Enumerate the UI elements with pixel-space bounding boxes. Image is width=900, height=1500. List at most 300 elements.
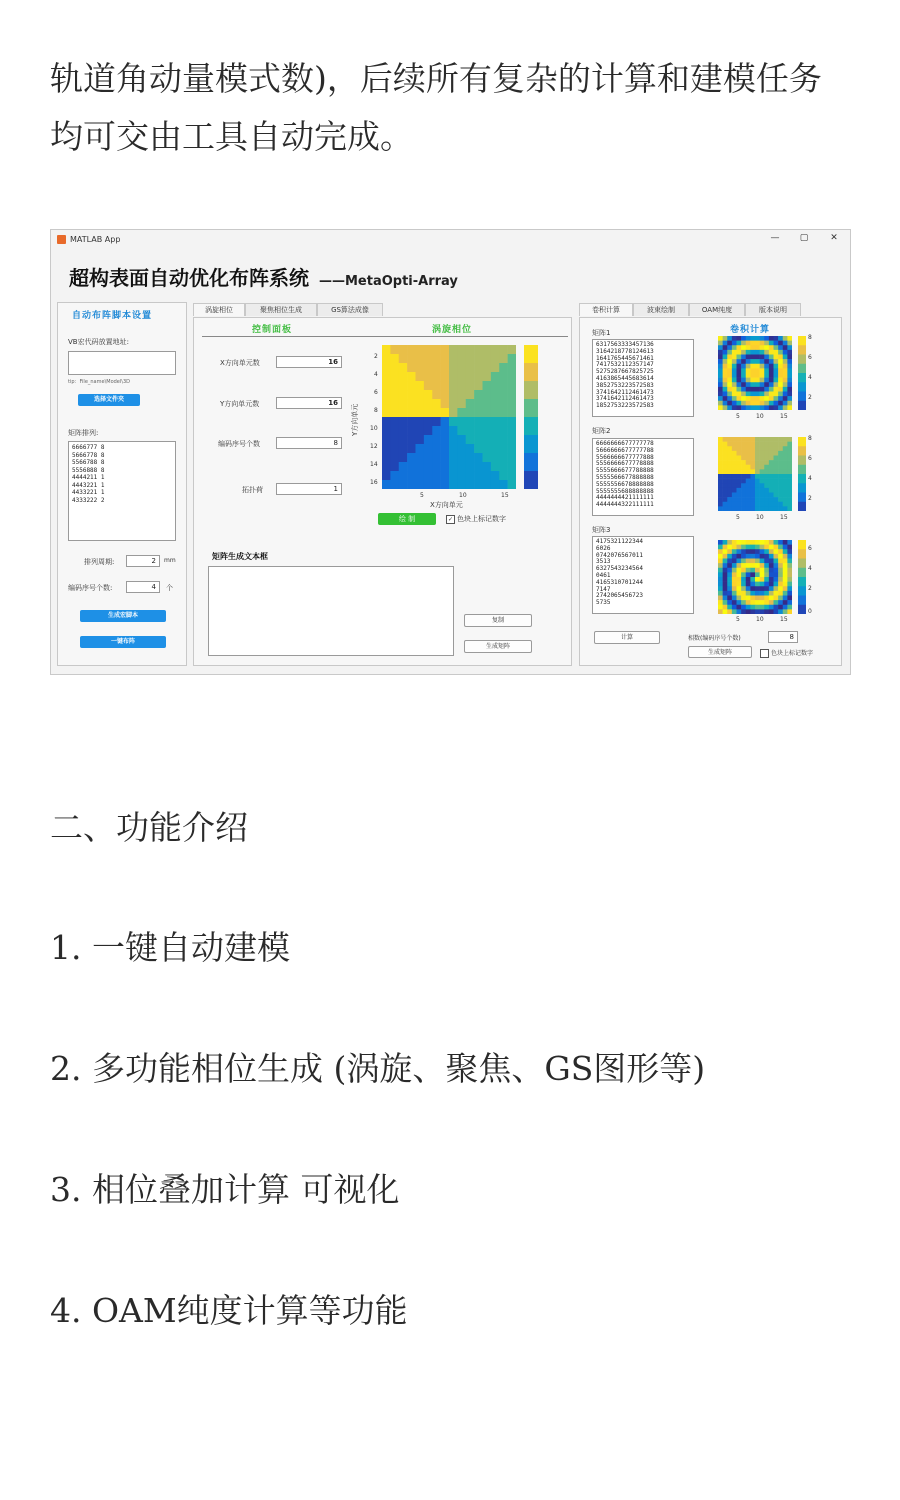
heatmap-cell	[774, 563, 779, 568]
heatmap-cell	[774, 405, 779, 410]
heatmap-cell	[755, 474, 760, 479]
tick: 5	[736, 413, 740, 420]
heatmap-cell	[732, 392, 737, 397]
heatmap-cell	[787, 456, 792, 461]
heatmap-cell	[732, 368, 737, 373]
heatmap-cell	[432, 354, 441, 363]
heatmap-cell	[746, 502, 751, 507]
heatmap-cell	[407, 480, 416, 489]
heatmap-cell	[787, 502, 792, 507]
heatmap-cell	[441, 381, 450, 390]
heatmap-cell	[778, 497, 783, 502]
x-cells-input[interactable]: 16	[276, 356, 342, 368]
heatmap-cell	[424, 462, 433, 471]
heatmap-cell	[723, 368, 728, 373]
heatmap-cell	[457, 462, 466, 471]
heatmap-cell	[474, 345, 483, 354]
heatmap-cell	[416, 453, 425, 462]
heatmap-cell	[474, 363, 483, 372]
heatmap-cell	[769, 401, 774, 406]
colorbar-segment	[798, 345, 806, 355]
heatmap-cell	[778, 469, 783, 474]
heatmap-cell	[778, 493, 783, 498]
tab-gs-imaging[interactable]: GS算法成像	[317, 303, 383, 316]
heatmap-cell	[732, 605, 737, 610]
heatmap-cell	[764, 456, 769, 461]
heatmap-cell	[746, 591, 751, 596]
heatmap-cell	[508, 354, 516, 363]
heatmap-cell	[783, 396, 788, 401]
heatmap-cell	[755, 568, 760, 573]
heatmap-cell	[741, 488, 746, 493]
heatmap-cell	[466, 435, 475, 444]
heatmap-cell	[416, 381, 425, 390]
maximize-icon[interactable]: ▢	[799, 233, 809, 243]
heatmap-cell	[787, 506, 792, 511]
draw-button[interactable]: 绘 制	[378, 513, 436, 525]
heatmap-cell	[760, 364, 765, 369]
generate-macro-button[interactable]: 生成宏脚本	[80, 610, 166, 622]
heatmap-cell	[449, 381, 458, 390]
heatmap-cell	[769, 442, 774, 447]
heatmap-cell	[407, 462, 416, 471]
choose-folder-button[interactable]: 选择文件夹	[78, 394, 140, 406]
heatmap-cell	[746, 392, 751, 397]
heatmap-cell	[449, 444, 458, 453]
heatmap-cell	[755, 355, 760, 360]
tab-oam-purity[interactable]: OAM纯度	[689, 303, 745, 316]
matrix1-textarea[interactable]: 6317563333457136 3164218778124613 1641765445671461 7417532112357147 5275287667825725 4163865445683614 3852753223572583 3741642112461473 3741642112461473 1852753223572583	[592, 339, 694, 417]
heatmap-cell	[787, 401, 792, 406]
heatmap-cell	[746, 493, 751, 498]
heatmap-cell	[746, 474, 751, 479]
heatmap-cell	[737, 359, 742, 364]
heatmap-cell	[741, 446, 746, 451]
heatmap-cell	[741, 600, 746, 605]
heatmap-cell	[407, 345, 416, 354]
calculate-button[interactable]: 计算	[594, 631, 660, 644]
heatmap-cell	[737, 405, 742, 410]
heatmap-cell	[746, 559, 751, 564]
matrix3-textarea[interactable]: 4175321122344 6026 0742076567011 3513 6327543234564 0461 4165310701244 7147 2742065456723 5735	[592, 536, 694, 614]
heatmap-cell	[778, 540, 783, 545]
heatmap-cell	[778, 392, 783, 397]
heatmap-cell	[774, 460, 779, 465]
tab-focus-phase[interactable]: 聚焦相位生成	[245, 303, 317, 316]
heatmap-cell	[764, 396, 769, 401]
heatmap-cell	[732, 506, 737, 511]
heatmap-cell	[399, 345, 408, 354]
heatmap-cell	[755, 554, 760, 559]
y-cells-label: Y方向单元数	[220, 400, 260, 408]
heatmap-cell	[737, 437, 742, 442]
heatmap-cell	[741, 437, 746, 442]
heatmap-cell	[737, 502, 742, 507]
heatmap-cell	[741, 577, 746, 582]
matrix1-heatmap	[718, 336, 792, 410]
heatmap-cell	[778, 437, 783, 442]
heatmap-cell	[474, 390, 483, 399]
heatmap-cell	[474, 453, 483, 462]
heatmap-cell	[755, 456, 760, 461]
heatmap-cell	[449, 390, 458, 399]
app-subtitle: ——MetaOpti-Array	[319, 274, 458, 289]
heatmap-cell	[407, 435, 416, 444]
title-divider	[202, 336, 568, 337]
heatmap-cell	[783, 456, 788, 461]
colorbar-segment	[798, 373, 806, 383]
heatmap-cell	[755, 493, 760, 498]
heatmap-cell	[424, 390, 433, 399]
heatmap-cell	[424, 435, 433, 444]
heatmap-cell	[783, 359, 788, 364]
heatmap-cell	[499, 417, 508, 426]
heatmap-cell	[764, 586, 769, 591]
heatmap-cell	[774, 545, 779, 550]
heatmap-cell	[466, 390, 475, 399]
y-tick: 12	[370, 443, 378, 450]
heatmap-cell	[483, 363, 492, 372]
vb-path-input[interactable]	[68, 351, 176, 375]
heatmap-cell	[399, 480, 408, 489]
heatmap-cell	[718, 359, 723, 364]
heatmap-cell	[441, 417, 450, 426]
heatmap-cell	[382, 435, 391, 444]
heatmap-cell	[727, 364, 732, 369]
heatmap-cell	[723, 554, 728, 559]
heatmap-cell	[764, 359, 769, 364]
heatmap-cell	[723, 392, 728, 397]
code-count-input[interactable]: 4	[126, 581, 160, 593]
heatmap-cell	[783, 368, 788, 373]
heatmap-cell	[732, 554, 737, 559]
heatmap-cell	[718, 474, 723, 479]
heatmap-cell	[449, 345, 458, 354]
y-cells-input[interactable]: 16	[276, 397, 342, 409]
heatmap-cell	[424, 453, 433, 462]
matrix-output-textarea[interactable]	[208, 566, 454, 656]
heatmap-cell	[727, 446, 732, 451]
heatmap-cell	[723, 549, 728, 554]
heatmap-cell	[755, 460, 760, 465]
heatmap-cell	[750, 474, 755, 479]
heatmap-cell	[441, 471, 450, 480]
heatmap-cell	[774, 382, 779, 387]
heatmap-cell	[787, 373, 792, 378]
heatmap-cell	[718, 382, 723, 387]
heatmap-cell	[787, 469, 792, 474]
heatmap-cell	[750, 345, 755, 350]
heatmap-cell	[778, 572, 783, 577]
heatmap-cell	[390, 354, 399, 363]
heatmap-cell	[727, 540, 732, 545]
heatmap-cell	[783, 341, 788, 346]
colorbar-segment	[798, 596, 806, 606]
heatmap-cell	[764, 465, 769, 470]
heatmap-cell	[764, 350, 769, 355]
heatmap-cell	[783, 442, 788, 447]
heatmap-cell	[783, 437, 788, 442]
heatmap-cell	[769, 493, 774, 498]
heatmap-cell	[741, 493, 746, 498]
feature-item: 3. 相位叠加计算 可视化	[50, 1170, 400, 1209]
heatmap-cell	[755, 600, 760, 605]
heatmap-cell	[399, 444, 408, 453]
heatmap-cell	[760, 483, 765, 488]
heatmap-cell	[741, 474, 746, 479]
period-input[interactable]: 2	[126, 555, 160, 567]
y-tick: 2	[374, 353, 378, 360]
code-num-input[interactable]: 8	[276, 437, 342, 449]
heatmap-cell	[746, 446, 751, 451]
minimize-icon[interactable]: —	[770, 233, 780, 243]
heatmap-cell	[778, 465, 783, 470]
heatmap-cell	[416, 354, 425, 363]
heatmap-cell	[755, 446, 760, 451]
heatmap-cell	[750, 600, 755, 605]
heatmap-cell	[760, 493, 765, 498]
heatmap-cell	[755, 479, 760, 484]
heatmap-cell	[746, 460, 751, 465]
heatmap-cell	[741, 549, 746, 554]
heatmap-cell	[778, 609, 783, 614]
heatmap-cell	[732, 373, 737, 378]
heatmap-cell	[760, 382, 765, 387]
heatmap-cell	[399, 390, 408, 399]
heatmap-cell	[750, 554, 755, 559]
phase-count-input[interactable]: 8	[768, 631, 798, 643]
heatmap-cell	[483, 471, 492, 480]
heatmap-cell	[474, 426, 483, 435]
heatmap-cell	[727, 568, 732, 573]
heatmap-cell	[737, 368, 742, 373]
heatmap-cell	[732, 540, 737, 545]
matrix2-textarea[interactable]: 6666666677777778 5666666677777788 5566666677777888 5556666677778888 5555666677788888 5555566677888888 5555556678888888 5555555688888888 4444444421111111 4444444322111111	[592, 438, 694, 516]
generate-matrix-right-button[interactable]: 生成矩阵	[688, 646, 752, 658]
heatmap-cell	[750, 460, 755, 465]
heatmap-cell	[764, 451, 769, 456]
heatmap-cell	[778, 382, 783, 387]
heatmap-cell	[732, 479, 737, 484]
heatmap-cell	[783, 591, 788, 596]
heatmap-cell	[764, 382, 769, 387]
heatmap-cell	[727, 373, 732, 378]
heatmap-cell	[760, 359, 765, 364]
copy-button[interactable]: 复制	[464, 614, 532, 627]
matrix-arrange-label: 矩阵排列:	[68, 429, 99, 437]
heatmap-cell	[382, 426, 391, 435]
heatmap-cell	[441, 462, 450, 471]
heatmap-cell	[760, 396, 765, 401]
heatmap-cell	[457, 417, 466, 426]
heatmap-cell	[491, 417, 500, 426]
tab-beam-plot[interactable]: 波束绘制	[633, 303, 689, 316]
heatmap-cell	[508, 462, 516, 471]
colorbar-segment	[798, 474, 806, 484]
heatmap-cell	[732, 596, 737, 601]
heatmap-cell	[769, 488, 774, 493]
heatmap-cell	[382, 372, 391, 381]
heatmap-cell	[774, 600, 779, 605]
matrix-arrange-textarea[interactable]: 6666777 8 5666778 8 5566788 8 5556888 8 4444211 1 4443221 1 4433221 1 4333222 2	[68, 441, 176, 541]
heatmap-cell	[741, 506, 746, 511]
heatmap-cell	[727, 442, 732, 447]
colorbar-segment	[524, 453, 538, 471]
heatmap-cell	[783, 577, 788, 582]
app-title: 超构表面自动优化布阵系统	[69, 266, 309, 290]
matrix1-colorbar	[798, 336, 806, 410]
heatmap-cell	[432, 399, 441, 408]
heatmap-cell	[755, 609, 760, 614]
colorbar-segment	[798, 559, 806, 569]
heatmap-cell	[718, 392, 723, 397]
heatmap-cell	[727, 591, 732, 596]
heatmap-cell	[760, 437, 765, 442]
heatmap-cell	[732, 460, 737, 465]
heatmap-cell	[764, 446, 769, 451]
heatmap-cell	[783, 355, 788, 360]
heatmap-cell	[737, 336, 742, 341]
heatmap-cell	[732, 382, 737, 387]
colorbar-segment	[798, 549, 806, 559]
tab-version-notes[interactable]: 版本说明	[745, 303, 801, 316]
heatmap-cell	[474, 354, 483, 363]
heatmap-cell	[769, 396, 774, 401]
heatmap-cell	[424, 480, 433, 489]
heatmap-cell	[787, 493, 792, 498]
heatmap-cell	[432, 444, 441, 453]
heatmap-cell	[750, 586, 755, 591]
heatmap-cell	[399, 462, 408, 471]
heatmap-cell	[760, 582, 765, 587]
heatmap-cell	[764, 378, 769, 383]
heatmap-cell	[760, 540, 765, 545]
heatmap-cell	[723, 600, 728, 605]
heatmap-cell	[399, 354, 408, 363]
heatmap-cell	[741, 554, 746, 559]
heatmap-cell	[783, 446, 788, 451]
heatmap-cell	[764, 341, 769, 346]
heatmap-cell	[750, 437, 755, 442]
heatmap-cell	[750, 350, 755, 355]
heatmap-cell	[499, 390, 508, 399]
tab-convolution[interactable]: 卷积计算	[579, 303, 633, 316]
heatmap-cell	[499, 435, 508, 444]
section-heading: 二、功能介绍	[50, 808, 248, 847]
heatmap-cell	[783, 483, 788, 488]
heatmap-cell	[769, 479, 774, 484]
heatmap-cell	[750, 442, 755, 447]
heatmap-cell	[774, 572, 779, 577]
heatmap-cell	[382, 381, 391, 390]
generate-matrix-button[interactable]: 生成矩阵	[464, 640, 532, 653]
heatmap-cell	[755, 540, 760, 545]
heatmap-cell	[727, 392, 732, 397]
one-click-layout-button[interactable]: 一键布阵	[80, 636, 166, 648]
heatmap-cell	[499, 399, 508, 408]
heatmap-cell	[741, 405, 746, 410]
heatmap-cell	[466, 480, 475, 489]
topological-charge-input[interactable]: 1	[276, 483, 342, 495]
heatmap-cell	[382, 417, 391, 426]
heatmap-cell	[466, 417, 475, 426]
heatmap-cell	[390, 426, 399, 435]
heatmap-cell	[466, 399, 475, 408]
vb-path-tip: tip：File_name\Model\3D	[68, 379, 130, 385]
heatmap-cell	[741, 582, 746, 587]
heatmap-cell	[424, 381, 433, 390]
heatmap-cell	[750, 387, 755, 392]
heatmap-cell	[474, 462, 483, 471]
heatmap-cell	[787, 488, 792, 493]
heatmap-cell	[723, 451, 728, 456]
heatmap-cell	[732, 405, 737, 410]
heatmap-cell	[432, 480, 441, 489]
heatmap-cell	[718, 465, 723, 470]
heatmap-cell	[755, 401, 760, 406]
heatmap-cell	[432, 345, 441, 354]
tick: 4	[808, 374, 812, 381]
heatmap-cell	[390, 480, 399, 489]
heatmap-cell	[457, 480, 466, 489]
heatmap-cell	[390, 363, 399, 372]
heatmap-cell	[483, 399, 492, 408]
heatmap-cell	[778, 559, 783, 564]
heatmap-cell	[741, 502, 746, 507]
heatmap-cell	[483, 345, 492, 354]
code-count-label: 编码序号个数:	[68, 584, 113, 592]
mark-numbers-checkbox-right[interactable]	[760, 648, 813, 658]
close-icon[interactable]: ✕	[830, 233, 838, 243]
heatmap-cell	[778, 563, 783, 568]
heatmap-cell	[457, 354, 466, 363]
mark-numbers-checkbox[interactable]	[446, 514, 506, 524]
heatmap-cell	[499, 480, 508, 489]
heatmap-cell	[769, 387, 774, 392]
heatmap-cell	[732, 488, 737, 493]
heatmap-cell	[737, 460, 742, 465]
heatmap-cell	[755, 396, 760, 401]
tab-vortex-phase[interactable]: 涡旋相位	[193, 303, 245, 316]
checkbox-icon	[760, 649, 769, 658]
heatmap-cell	[737, 401, 742, 406]
heatmap-cell	[755, 451, 760, 456]
tick: 8	[808, 435, 812, 442]
heatmap-cell	[741, 350, 746, 355]
heatmap-cell	[424, 444, 433, 453]
heatmap-cell	[432, 381, 441, 390]
heatmap-cell	[764, 540, 769, 545]
heatmap-cell	[718, 378, 723, 383]
control-panel-title: 控制面板	[252, 325, 293, 335]
heatmap-cell	[737, 540, 742, 545]
heatmap-cell	[760, 591, 765, 596]
heatmap-cell	[508, 435, 516, 444]
heatmap-cell	[746, 549, 751, 554]
heatmap-cell	[727, 483, 732, 488]
heatmap-cell	[723, 591, 728, 596]
heatmap-cell	[750, 401, 755, 406]
heatmap-cell	[382, 471, 391, 480]
heatmap-cell	[416, 363, 425, 372]
heatmap-cell	[783, 493, 788, 498]
heatmap-cell	[741, 460, 746, 465]
colorbar-segment	[798, 456, 806, 466]
colorbar-segment	[798, 568, 806, 578]
colorbar-segment	[524, 399, 538, 417]
heatmap-cell	[764, 373, 769, 378]
script-settings-title: 自动布阵脚本设置	[72, 311, 153, 321]
